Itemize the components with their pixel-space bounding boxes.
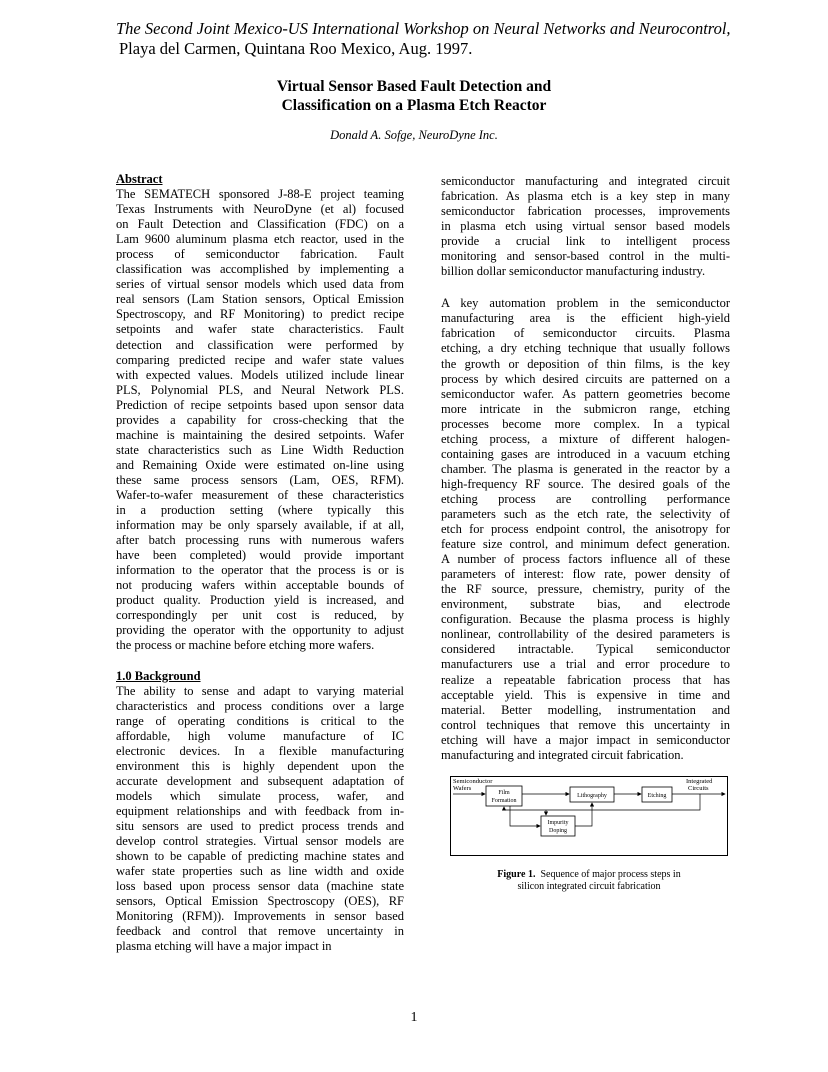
text-line: information to the operator that the process is or is — [116, 563, 404, 578]
output-label-1: Integrated — [686, 778, 713, 785]
text-line: provides a capability for cross-checking that the — [116, 412, 404, 427]
abstract-heading: Abstract — [116, 172, 163, 186]
text-line: Monitoring (RFM)). Improvements in sensor based — [116, 909, 404, 924]
text-line: real sensors (Lam Station sensors, Optical Emission — [116, 292, 404, 307]
text-line: etching process, a mixture of different halogen- — [441, 431, 730, 446]
text-line: the RF source, pressure, chemistry, purity of the — [441, 582, 730, 597]
text-line: The SEMATECH sponsored J-88-E project teaming — [116, 187, 404, 202]
text-line: billion dollar semiconductor manufacturing industry. — [441, 264, 706, 279]
text-line: after batch processing runs with numerous wafers — [116, 533, 404, 548]
author-line: Donald A. Sofge, NeuroDyne Inc. — [330, 128, 498, 142]
background-text — [116, 684, 404, 955]
text-line: models which simulate process, wafer, and — [116, 788, 404, 803]
text-line: situ sensors are used to predict process trends and — [116, 818, 404, 833]
text-line: these same process sensors (Lam, OES, RFM). — [116, 472, 404, 487]
arrow-doping-to-litho — [575, 803, 592, 826]
workshop-header-line1: The Second Joint Mexico-US International Workshop on Neural Networks and Neurocontrol, — [116, 19, 731, 38]
text-line: semiconductor fabrication processes, improvements — [441, 204, 730, 219]
text-line: and Remaining Oxide were estimated on-line using — [116, 457, 404, 472]
text-line: classification was accomplished by implementing a — [116, 262, 404, 277]
text-line: electronic devices. In a flexible manufacturing — [116, 743, 404, 758]
film-label-2: Formation — [491, 798, 517, 804]
text-line: state characteristics such as Line Width Reduction — [116, 442, 404, 457]
text-line: comparing predicted recipe and wafer state values — [116, 352, 404, 367]
left-column — [116, 172, 404, 954]
figure-caption-label: Figure 1. — [497, 869, 536, 880]
lithography-label: Lithography — [577, 793, 607, 799]
etching-label: Etching — [647, 793, 667, 799]
text-line: with expected values. Models utilized include linear — [116, 367, 404, 382]
text-line: detection and classification were performed by — [116, 337, 404, 352]
text-line: on Fault Detection and Classification (FDC) on a — [116, 217, 404, 232]
figure-caption-text: Sequence of major process steps in — [540, 869, 681, 880]
text-line: equipment relationships and with feedback from in- — [116, 803, 404, 818]
text-line: environment, substrate bias, and electrode — [441, 597, 730, 612]
film-label-1: Film — [498, 790, 510, 796]
text-line: wafer state properties such as line width and oxide — [116, 864, 404, 879]
text-line: information may be only sparsely available, if at all, — [116, 518, 404, 533]
doping-label-2: Doping — [549, 828, 567, 834]
text-line: monitoring and sensor-based control in the multi- — [441, 249, 730, 264]
text-line: machine is maintaining the desired setpoints. Wafer — [116, 427, 404, 442]
text-line: processes become more complex. In a typical — [441, 416, 730, 431]
text-line: more intricate in the submicron range, etching — [441, 401, 730, 416]
text-line: A key automation problem in the semiconductor — [441, 296, 730, 311]
background-heading: 1.0 Background — [116, 668, 201, 683]
arrow-film-to-doping — [510, 806, 540, 826]
text-line: process of semiconductor fabrication. Fault — [116, 247, 404, 262]
text-line: parameters such as the etch rate, the selectivity of — [441, 506, 730, 521]
text-line: Lam 9600 aluminum plasma etch reactor, used in the — [116, 232, 404, 247]
text-line: considered intractable. Typical semiconductor — [441, 642, 730, 657]
text-line: control techniques that remove this uncertainty in — [441, 717, 730, 732]
paper-title-line1: Virtual Sensor Based Fault Detection and — [276, 78, 552, 95]
text-line: PLS, Polynomial PLS, and Neural Network PLS. — [116, 382, 404, 397]
text-line: Spectroscopy, and RF Monitoring) to predict recipe — [116, 307, 404, 322]
right-paragraph-2 — [441, 296, 730, 762]
text-line: the growth or deposition of thin films, is the key — [441, 356, 730, 371]
text-line: providing the operator with the opportunity to adjust — [116, 623, 404, 638]
text-line: affordable, high volume manufacture of IC — [116, 728, 404, 743]
text-line: containing gases are introduced in a vacuum etching — [441, 446, 730, 461]
text-line: feature size control, and minimum defect generation. — [441, 537, 730, 552]
text-line: chamber. The plasma is generated in the reactor by a — [441, 461, 730, 476]
text-line: have been completed) would provide important — [116, 548, 404, 563]
text-line: semiconductor wafer. As pattern geometries become — [441, 386, 730, 401]
text-line: feedback and control that remove uncertainty in — [116, 924, 404, 939]
text-line: etching, a dry etching technique that usually follows — [441, 341, 730, 356]
text-line: etching will have a major impact in semiconductor — [441, 732, 730, 747]
right-paragraph-1 — [441, 174, 730, 279]
text-line: not producing wafers within acceptable bounds of — [116, 578, 404, 593]
doping-label-1: Impurity — [547, 820, 569, 826]
text-line: in plasma etch using virtual sensor based models — [441, 219, 730, 234]
text-line: manufacturing area is the efficient high-yield — [441, 311, 730, 326]
input-label-2: Wafers — [453, 785, 472, 792]
text-line: fabrication. As plasma etch is a key step in many — [441, 189, 730, 204]
text-line: nonlinear, controllability of the desired parameters is — [441, 627, 730, 642]
text-line: shown to be capable of predicting machine states and — [116, 849, 404, 864]
text-line: sensors, Optical Emission Spectroscopy (OES), RF — [116, 894, 404, 909]
text-line: realize a repeatable fabrication process that has — [441, 672, 730, 687]
workshop-header-line2: Playa del Carmen, Quintana Roo Mexico, Aug. 1997. — [119, 39, 473, 58]
text-line: A number of process factors influence all of these — [441, 552, 730, 567]
text-line: etch for process endpoint control, the anisotropy for — [441, 522, 730, 537]
process-flow-figure — [450, 776, 728, 856]
text-line: Prediction of recipe setpoints based upon sensor data — [116, 397, 404, 412]
text-line: plasma etching will have a major impact in — [116, 939, 332, 954]
figure-caption — [450, 869, 728, 893]
text-line: manufacturers use a trial and error procedure to — [441, 657, 730, 672]
text-line: The ability to sense and adapt to varying material — [116, 683, 404, 698]
paper-title-line2: Classification on a Plasma Etch Reactor — [281, 97, 547, 114]
figure-caption-line2: silicon integrated circuit fabrication — [517, 881, 661, 892]
text-line: high-frequency RF source. The desired goals of the — [441, 476, 730, 491]
right-column — [441, 174, 730, 763]
text-line: setpoints and wafer state characteristics. Fault — [116, 322, 404, 337]
page-number: 1 — [410, 1010, 418, 1025]
output-label-2: Circuits — [688, 785, 709, 792]
text-line: process by which desired circuits are patterned on a — [441, 371, 730, 386]
text-line: Wafer-to-wafer measurement of these characteristics — [116, 487, 404, 502]
text-line: provide a crucial link to intelligent process — [441, 234, 730, 249]
text-line: manufacturing and integrated circuit fabrication. — [441, 747, 684, 762]
text-line: correspondingly per unit cost is reduced, by — [116, 608, 404, 623]
text-line: develop control strategies. Virtual sensor models are — [116, 834, 404, 849]
text-line: Texas Instruments with NeuroDyne (et al) focused — [116, 202, 404, 217]
text-line: in a production setting (where typically this — [116, 503, 404, 518]
text-line: parameters of interest: flow rate, power density of — [441, 567, 730, 582]
text-line: etching process are controlling performance — [441, 491, 730, 506]
text-line: semiconductor manufacturing and integrated circuit — [441, 174, 730, 188]
text-line: characteristics and process conditions over a large — [116, 698, 404, 713]
text-line: material. Better modelling, instrumentation and — [441, 702, 730, 717]
text-line: configuration. Because the plasma process is highly — [441, 612, 730, 627]
text-line: fabrication of semiconductor circuits. Plasma — [441, 326, 730, 341]
text-line: loss based upon process sensor data (machine state — [116, 879, 404, 894]
text-line: the process or machine before etching more wafers. — [116, 638, 375, 653]
text-line: series of virtual sensor models which used data from — [116, 277, 404, 292]
text-line: range of operating conditions is critical to the — [116, 713, 404, 728]
input-label-1: Semiconductor — [453, 778, 493, 785]
text-line: environment this is highly dependent upon the — [116, 758, 404, 773]
text-line: acceptable yield. This is expensive in time and — [441, 687, 730, 702]
text-line: accurate development and subsequent adaptation of — [116, 773, 404, 788]
text-line: product quality. Production yield is increased, and — [116, 593, 404, 608]
abstract-text — [116, 187, 404, 653]
